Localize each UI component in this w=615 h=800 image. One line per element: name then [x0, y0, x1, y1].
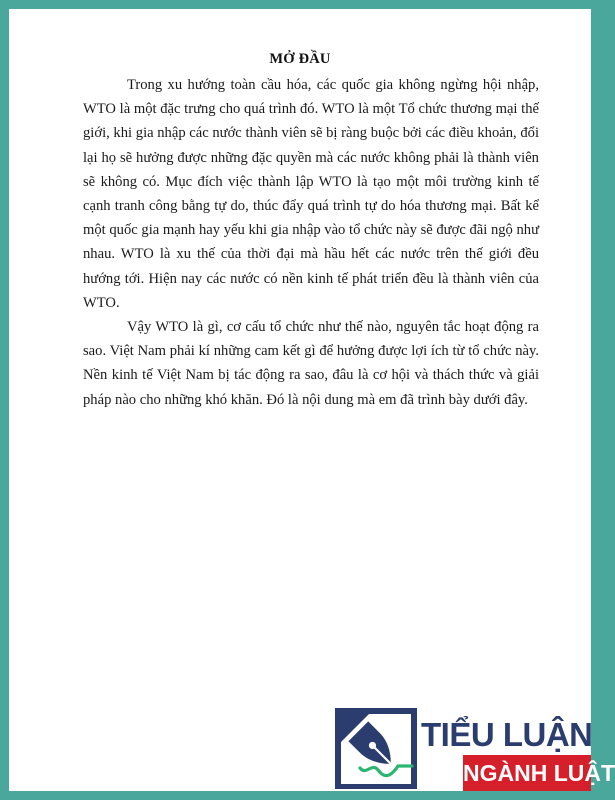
paragraph-line: Vậy WTO là gì, cơ cấu tổ chức như thế nào, nguyên tắc hoạt động ra sao.: [83, 319, 539, 360]
logo-subtitle-banner: [463, 755, 615, 791]
paragraph-line: yếu khi gia nhập vào tổ chức này sẽ được đãi ngộ như nhau. WTO là xu thế của: [83, 222, 539, 263]
paragraph-line: tự do, thúc đẩy quá trình tự do hóa thương mại. Bất kể một quốc gia mạnh hay: [83, 198, 540, 239]
logo-subtitle: NGÀNH LUẬT: [463, 760, 615, 786]
paragraph-line: thời đại mà hầu hết các nước trên thế giới đều hướng tới. Hiện nay các nước có: [83, 246, 539, 287]
fountain-pen-nib-icon: [332, 706, 420, 791]
paragraph-1: [83, 73, 539, 315]
paragraph-2: [83, 315, 539, 412]
paragraph-line: gia nhập các nước thành viên sẽ bị ràng buộc bởi các điều khoản, đổi lại họ sẽ: [83, 125, 539, 166]
document-page: [9, 9, 615, 791]
paragraph-line: Trong xu hướng toàn cầu hóa, các quốc gia không ngừng hội nhập, WTO: [83, 77, 539, 118]
site-logo: [332, 706, 615, 791]
paragraph-line: Việt Nam phải kí những cam kết gì để hưởng được lợi ích từ tổ chức này. Nền: [83, 343, 539, 384]
paragraph-line: hưởng được những đặc quyền mà các nước không phải là thành viên sẽ không có.: [83, 149, 539, 190]
document-title: MỞ ĐẦU: [269, 51, 331, 67]
logo-title: TIỂU LUẬN: [421, 716, 593, 753]
paragraph-line: là một đặc trưng cho quá trình đó. WTO là một Tổ chức thương mại thế giới, khi: [83, 101, 539, 142]
document-body: [83, 73, 539, 412]
paragraph-line: nền kinh tế phát triển đều là thành viên của WTO.: [83, 270, 539, 311]
paragraph-line: Mục đích việc thành lập WTO là tạo một môi trường kinh tế cạnh tranh công bằng: [83, 173, 539, 215]
paragraph-line: cho những khó khăn. Đó là nội dung mà em đã trình bày dưới đây.: [139, 391, 528, 408]
paragraph-line: kinh tế Việt Nam bị tác động ra sao, đâu là cơ hội và thách thức và giải pháp nào: [83, 367, 540, 408]
